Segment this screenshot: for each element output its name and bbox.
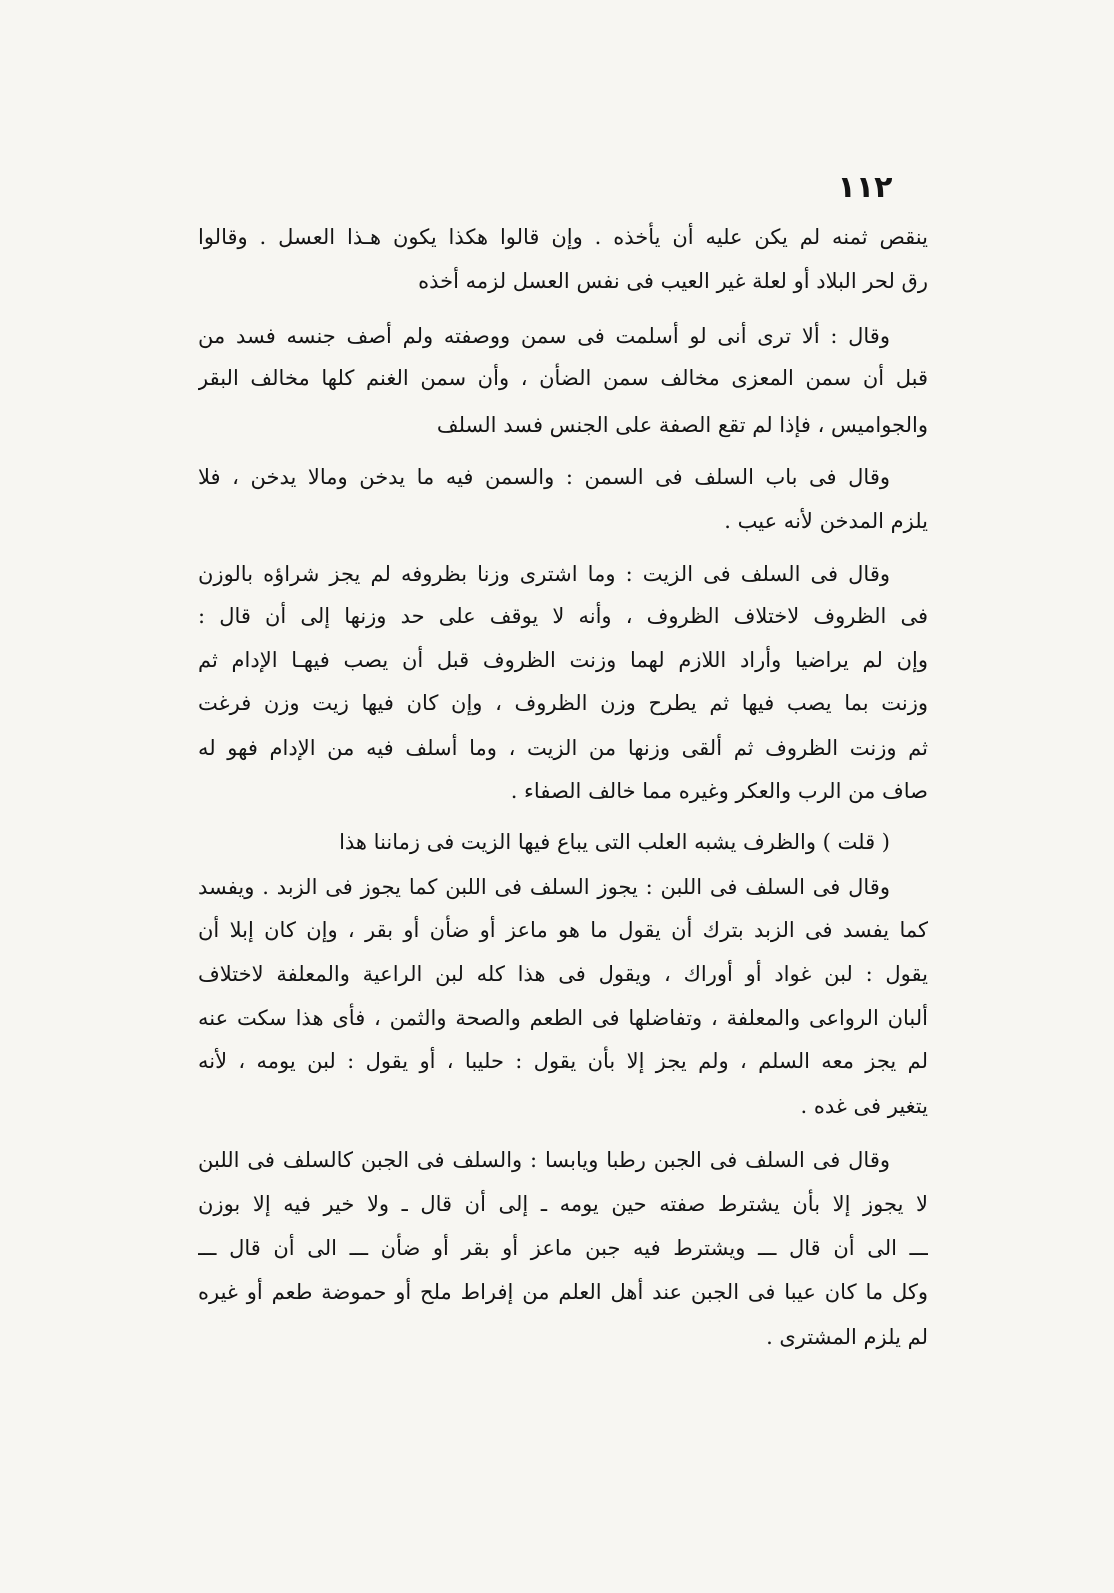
text-line: لم يجز معه السلم ، ولم يجز إلا بأن يقول : حليبا ، أو يقول : لبن يومه ، لأنه [198, 1049, 928, 1073]
text-line: وزنت بما يصب فيها ثم يطرح وزن الظروف ، وإن كان فيها زيت وزن فرغت [198, 691, 928, 715]
text-line: يلزم المدخن لأنه عيب . [724, 509, 928, 533]
text-line: لم يلزم المشترى . [766, 1325, 928, 1349]
text-line: قبل أن سمن المعزى مخالف سمن الضأن ، وأن سمن الغنم كلها مخالف البقر [198, 366, 928, 390]
text-line: رق لحر البلاد أو لعلة غير العيب فى نفس العسل لزمه أخذه [418, 269, 928, 293]
text-line: وإن لم يراضيا وأراد اللازم لهما وزنت الظروف قبل أن يصب فيهـا الإدام ثم [198, 648, 928, 672]
text-line: وقال فى السلف فى الزيت : وما اشترى وزنا بظروفه لم يجز شراؤه بالوزن [198, 562, 890, 586]
text-line: كما يفسد فى الزبد بترك أن يقول ما هو ماعز أو ضأن أو بقر ، وإن كان إبلا أن [198, 918, 928, 942]
text-line: ينقص ثمنه لم يكن عليه أن يأخذه . وإن قالوا هكذا يكون هـذا العسل . وقالوا [198, 225, 928, 249]
text-line: فى الظروف لاختلاف الظروف ، وأنه لا يوقف على حد وزنها إلى أن قال : [198, 604, 928, 628]
text-line: وقال فى باب السلف فى السمن : والسمن فيه ما يدخن ومالا يدخن ، فلا [198, 465, 890, 489]
text-line: والجواميس ، فإذا لم تقع الصفة على الجنس فسد السلف [436, 413, 928, 437]
text-line: صاف من الرب والعكر وغيره مما خالف الصفاء . [510, 779, 928, 803]
page-number: ١١٢ [837, 170, 893, 205]
text-line: ( قلت ) والظرف يشبه العلب التى يباع فيها الزيت فى زماننا هذا [339, 830, 890, 854]
text-line: يقول : لبن غواد أو أوراك ، ويقول فى هذا كله لبن الراعية والمعلفة لاختلاف [198, 962, 928, 986]
text-line: وكل ما كان عيبا فى الجبن عند أهل العلم من إفراط ملح أو حموضة طعم أو غيره [198, 1280, 928, 1304]
text-line: يتغير فى غده . [800, 1094, 928, 1118]
text-line: ألبان الرواعى والمعلفة ، وتفاضلها فى الطعم والصحة والثمن ، فأى هذا سكت عنه [198, 1006, 928, 1030]
text-line: وقال فى السلف فى الجبن رطبا ويابسا : والسلف فى الجبن كالسلف فى اللبن [198, 1148, 890, 1172]
text-line: وقال : ألا ترى أنى لو أسلمت فى سمن ووصفته ولم أصف جنسه فسد من [198, 324, 890, 348]
text-line: ـــ الى أن قال ـــ ويشترط فيه جبن ماعز أو بقر أو ضأن ـــ الى أن قال ـــ [198, 1236, 928, 1260]
text-line: ثم وزنت الظروف ثم ألقى وزنها من الزيت ، وما أسلف فيه من الإدام فهو له [198, 736, 928, 760]
text-line: لا يجوز إلا بأن يشترط صفته حين يومه ـ إلى أن قال ـ ولا خير فيه إلا بوزن [198, 1192, 928, 1216]
text-line: وقال فى السلف فى اللبن : يجوز السلف فى اللبن كما يجوز فى الزبد . ويفسد [198, 875, 890, 899]
